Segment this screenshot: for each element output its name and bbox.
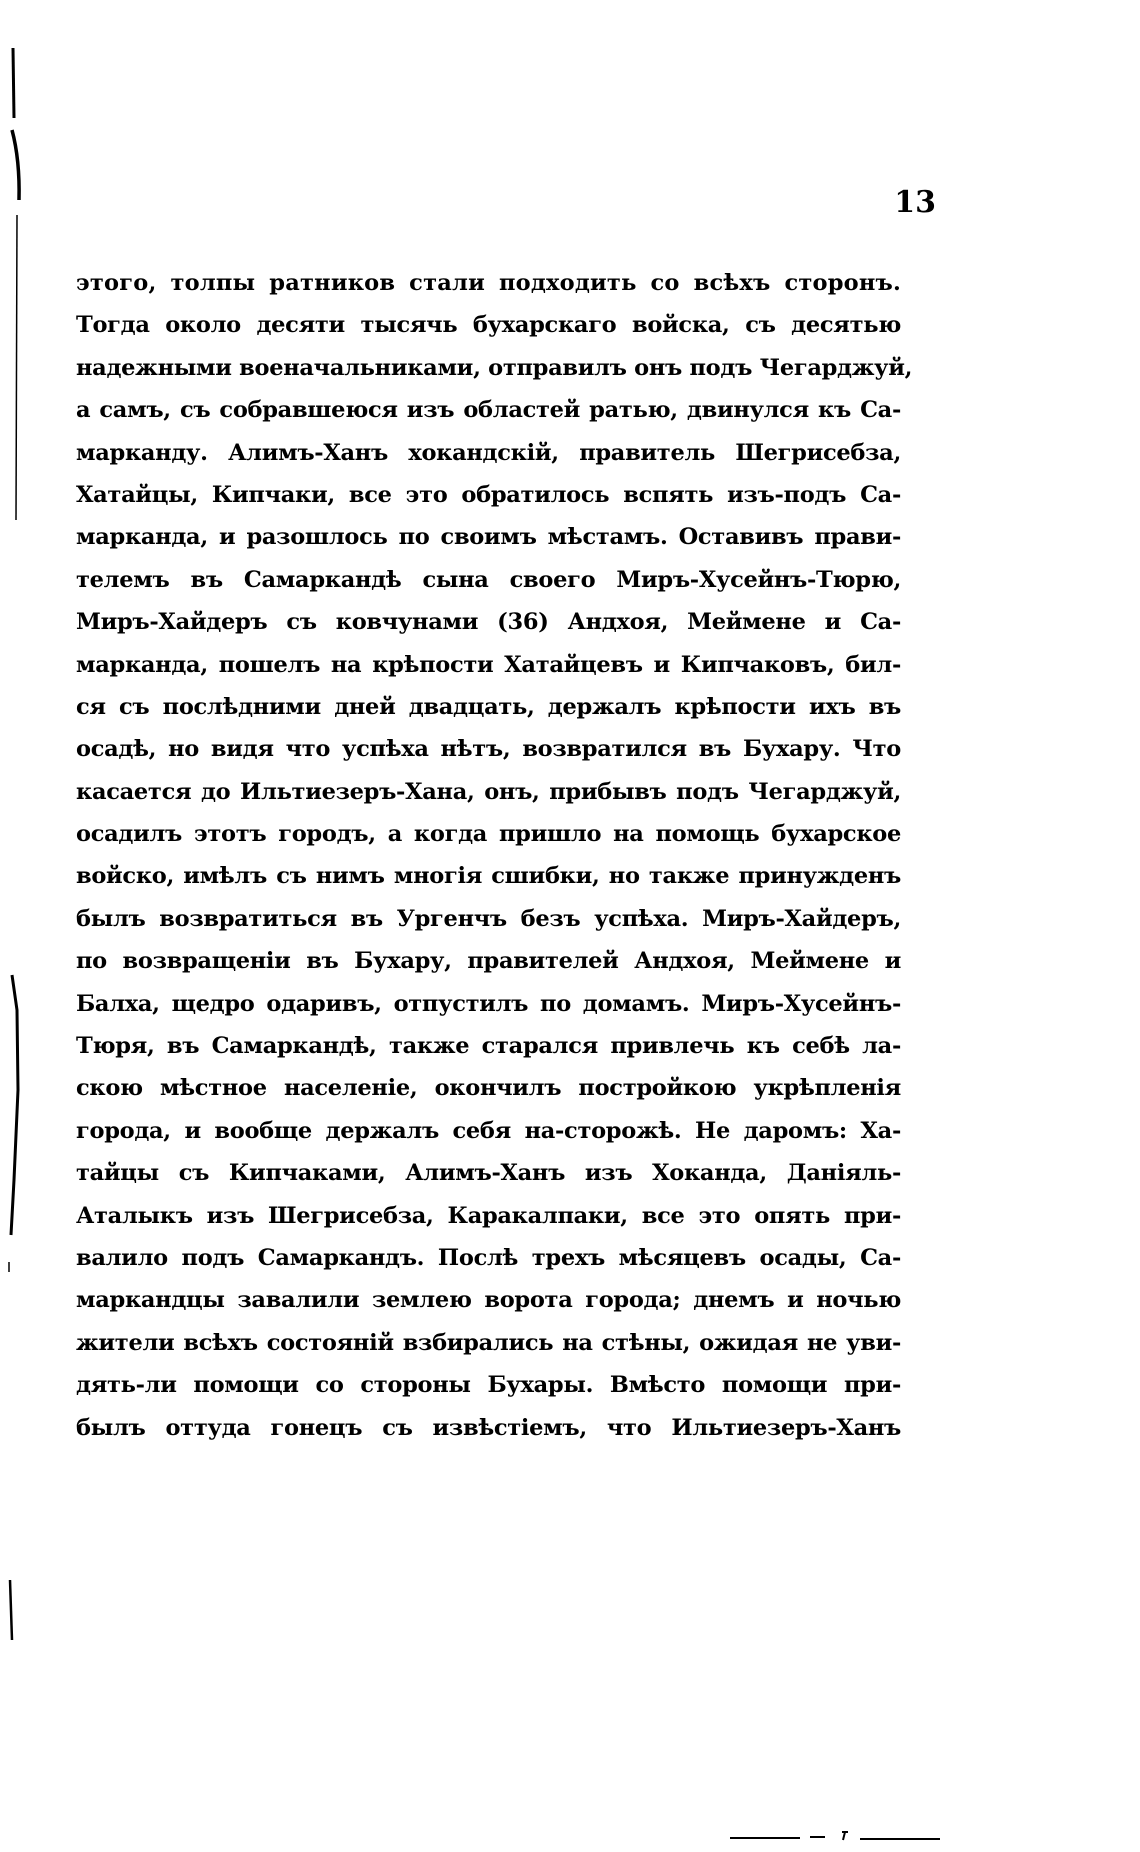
text-line: Балха, щедро одаривъ, отпустилъ по домамъ. Миръ-Хусейнъ- [76, 990, 901, 1017]
scan-edge-marks [0, 0, 40, 1852]
text-line: надежными военачальниками, отправилъ онъ подъ Чегарджуй, [76, 354, 913, 381]
text-line: Хатайцы, Кипчаки, все это обратилось вспять изъ-подъ Са- [76, 481, 901, 508]
page-number: 13 [894, 185, 936, 220]
text-line: а самъ, съ собравшеюся изъ областей ратью, двинулся къ Са- [76, 397, 901, 424]
text-line: валило подъ Самаркандъ. Послѣ трехъ мѣсяцевъ осады, Са- [76, 1244, 901, 1271]
text-line: былъ возвратиться въ Ургенчъ безъ успѣха. Миръ-Хайдеръ, [76, 905, 901, 932]
text-line: телемъ въ Самаркандѣ сына своего Миръ-Хусейнъ-Тюрю, [76, 566, 901, 593]
text-line: осадилъ этотъ городъ, а когда пришло на помощь бухарское [76, 821, 901, 848]
text-line: тайцы съ Кипчаками, Алимъ-Ханъ изъ Хоканда, Даніяль- [76, 1160, 901, 1187]
text-line: Аталыкъ изъ Шегрисебза, Каракалпаки, все это опять при- [76, 1202, 901, 1229]
text-line: марканду. Алимъ-Ханъ хокандскій, правитель Шегрисебза, [76, 439, 901, 466]
body-text [76, 262, 913, 1449]
scan-noise-marks [730, 1828, 1010, 1844]
text-line: осадѣ, но видя что успѣха нѣтъ, возвратился въ Бухару. Что [76, 736, 901, 763]
text-line: касается до Ильтиезеръ-Хана, онъ, прибывъ подъ Чегарджуй, [76, 778, 901, 805]
text-line: былъ оттуда гонецъ съ извѣстіемъ, что Ильтиезеръ-Ханъ [76, 1414, 901, 1441]
text-line: этого, толпы ратников стали подходить со всѣхъ сторонъ. [76, 270, 901, 296]
text-line: скою мѣстное населеніе, окончилъ постройкою укрѣпленія [76, 1075, 901, 1102]
text-line: ся съ послѣдними дней двадцать, держалъ крѣпости ихъ въ [76, 693, 901, 720]
text-line: маркандцы завалили землею ворота города; днемъ и ночью [76, 1287, 901, 1314]
text-line: войско, имѣлъ съ нимъ многія сшибки, но также принужденъ [76, 863, 901, 890]
text-line: Тюря, въ Самаркандѣ, также старался привлечь къ себѣ ла- [76, 1033, 901, 1060]
text-line: по возвращеніи въ Бухару, правителей Андхоя, Меймене и [76, 948, 901, 975]
text-line: дять-ли помощи со стороны Бухары. Вмѣсто помощи при- [76, 1372, 901, 1399]
text-line: жители всѣхъ состояній взбирались на стѣны, ожидая не уви- [76, 1329, 901, 1356]
text-line: Тогда около десяти тысячь бухарскаго войска, съ десятью [76, 312, 901, 339]
text-line: Миръ-Хайдеръ съ ковчунами (36) Андхоя, Меймене и Са- [76, 609, 901, 636]
text-line: города, и вообще держалъ себя на-сторожѣ. Не даромъ: Ха- [76, 1117, 901, 1144]
text-line: марканда, и разошлось по своимъ мѣстамъ. Оставивъ прави- [76, 524, 901, 551]
text-line: марканда, пошелъ на крѣпости Хатайцевъ и Кипчаковъ, бил- [76, 651, 901, 678]
